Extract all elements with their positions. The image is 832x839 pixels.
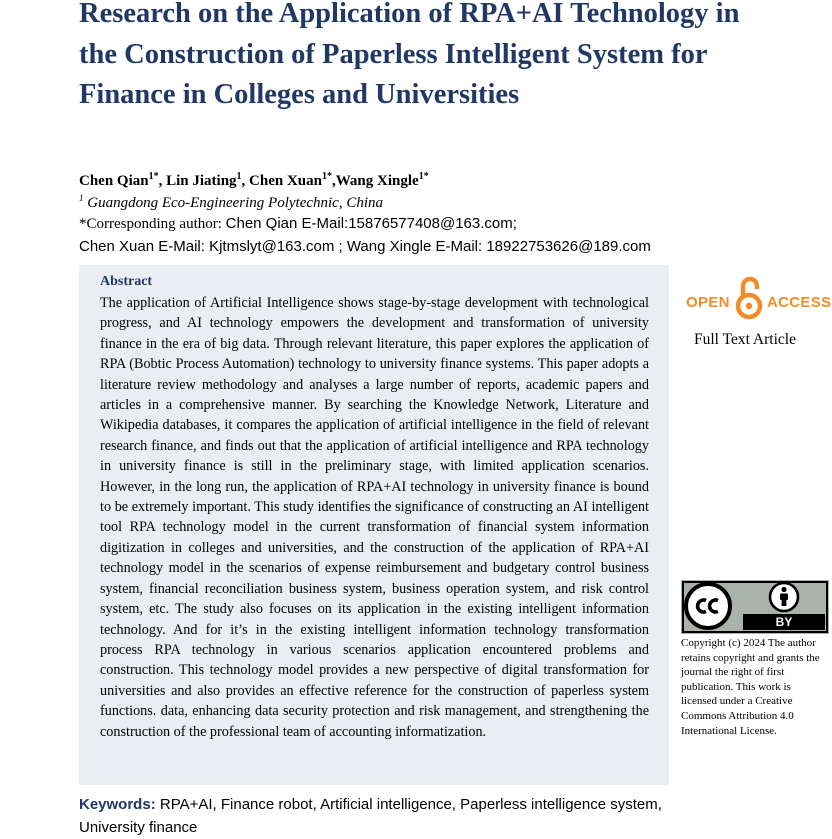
author-name: Chen Xuan (249, 173, 322, 189)
author-name: Lin Jiating (166, 173, 237, 189)
abstract-text: The application of Artificial Intelligence shows stage-by-stage development with technological progress, and AI technology empowers the development and transformation of university finance in the era of big data. Through relevant literature, this paper explores the application of RPA (Bobtic Process Automation) technology to university finance systems. This paper adopts a literature review methodology and analyses a large number of reports, academic papers and articles in a comprehensive manner. By searching the Knowledge Network, Literature and Wikipedia databases, it compares the application of artificial intelligence in the field of relevant research finance, and finds out that the application of artificial intelligence and RPA technology in university finance is still in the preliminary stage, with limited application scenarios. However, in the long run, the application of RPA+AI technology in university finance is bound to be extremely important. This study identifies the significance of constructing an AI intelligent tool RPA technology model in the current transformation of financial system information digitization in colleges and universities, and the construction of the application of RPA+AI technology model in the scenarios of expense reimbursement and budgetary control business system, financial reconciliation business system, business operation system, and risk control system, etc. The study also focuses on its application in the existing intelligent information technology. And for it’s in the existing intelligent information technology transformation process RPA technology in various scenarios application encountered problems and construction. This technology model provides a new perspective of digital transformation for universities and also provides an effective reference for the construction of paperless system functions. data, enhancing data security protection and risk management, and strengthening the construction of the professional team of accounting informatization. (100, 295, 649, 740)
author-affiliation-mark: 1* (148, 171, 159, 182)
cc-by-badge[interactable] (681, 580, 829, 634)
author-affiliation-mark: 1* (322, 171, 332, 182)
open-access-access-label: ACCESS (767, 294, 832, 311)
author-name: Wang Xingle (335, 173, 419, 189)
author-affiliation-mark: 1 (236, 171, 242, 182)
open-access-open-label: OPEN (686, 294, 730, 311)
attribution-icon (770, 583, 798, 611)
author-list (79, 171, 429, 190)
author-separator: , (241, 173, 250, 189)
affiliation-text: Guangdong Eco-Engineering Polytechnic, China (87, 195, 384, 211)
author-affiliation-mark: 1* (418, 171, 429, 182)
cc-by-label: BY (775, 615, 793, 629)
corresponding-email-1[interactable]: Chen Qian E-Mail:15876577408@163.com; (225, 215, 517, 232)
corresponding-author-line-2[interactable]: Chen Xuan E-Mail: Kjtmslyt@163.com ; Wang Xingle E-Mail: 18922753626@189.com (79, 238, 651, 255)
keywords-label: Keywords: (79, 796, 156, 813)
keywords (79, 793, 699, 839)
open-access-logo (686, 276, 832, 326)
full-text-label: Full Text Article (694, 331, 796, 348)
affiliation-mark: 1 (79, 193, 84, 203)
author-separator: , (332, 173, 336, 189)
author-separator: , (158, 173, 167, 189)
open-lock-icon (734, 276, 764, 320)
keywords-text: RPA+AI, Finance robot, Artificial intelligence, Paperless intelligence system, University finance (79, 796, 662, 836)
paper-title: Research on the Application of RPA+AI Technology in the Construction of Paperless Intelligent System for Finance in Colleges and Universities (79, 0, 740, 110)
affiliation (79, 193, 383, 212)
corresponding-prefix: *Corresponding author: (79, 216, 226, 232)
abstract-heading: Abstract (100, 274, 153, 289)
corresponding-author-line-1 (79, 215, 517, 233)
license-text: Copyright (c) 2024 The author retains copyright and grants the journal the right of first publication. This work is licensed under a Creative Commons Attribution 4.0 International License. (681, 637, 820, 737)
cc-icon (686, 584, 730, 628)
author-name: Chen Qian (79, 173, 149, 189)
